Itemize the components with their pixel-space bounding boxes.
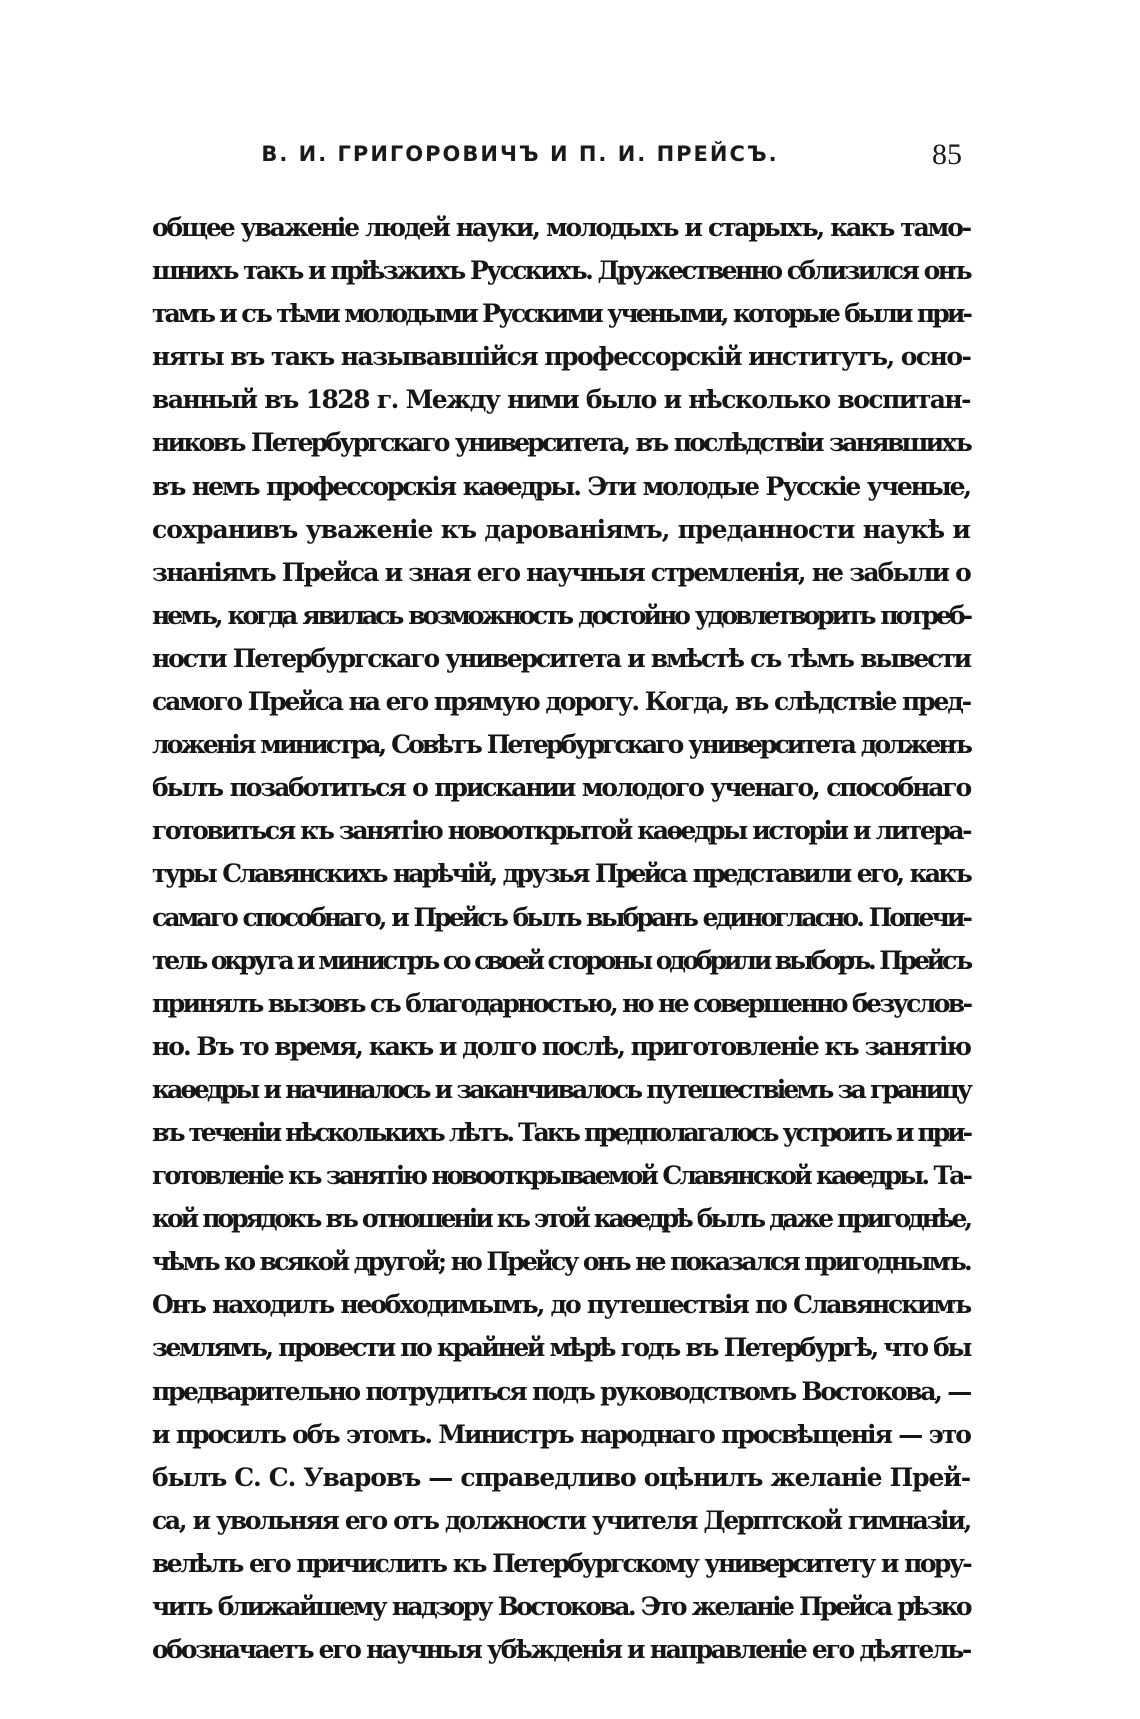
text-line: въ немъ профессорскія каѳедры. Эти молодые Русскіе ученые,: [152, 471, 970, 501]
text-line: готовленіе къ занятію новооткрываемой Славянской каѳедры. Та-: [152, 1161, 970, 1191]
text-line: обозначаетъ его научныя убѣжденія и направленіе его дѣятель-: [152, 1635, 970, 1665]
text-line: няты въ такъ называвшійся профессорскій институтъ, осно-: [152, 342, 971, 372]
text-line: туры Славянскихъ нарѣчій, друзья Прейса представили его, какъ: [152, 859, 970, 889]
text-line: никовъ Петербургскаго университета, въ послѣдствіи занявшихъ: [152, 428, 970, 458]
text-line: велѣлъ его причислить къ Петербургскому университету и пору-: [152, 1548, 970, 1578]
page-text: [152, 206, 970, 1671]
text-line: общее уваженіе людей науки, молодыхъ и старыхъ, какъ тамо-: [152, 213, 970, 242]
text-line: шнихъ такъ и пріѣзжихъ Русскихъ. Дружественно сблизился онъ: [152, 256, 970, 286]
text-line: былъ С. С. Уваровъ — справедливо оцѣнилъ желаніе Прей-: [152, 1462, 970, 1492]
text-line: готовиться къ занятію новооткрытой каѳедры исторіи и литера-: [152, 816, 970, 846]
text-line: но. Въ то время, какъ и долго послѣ, приготовленіе къ занятію: [152, 1031, 970, 1061]
text-line: знаніямъ Прейса и зная его научныя стремленія, не забыли о: [152, 557, 970, 587]
text-line: кой порядокъ въ отношеніи къ этой каѳедрѣ былъ даже пригоднѣе,: [152, 1204, 970, 1234]
text-line: самого Прейса на его прямую дорогу. Когда, въ слѣдствіе пред-: [152, 687, 970, 717]
running-head: [150, 138, 970, 178]
text-line: чить ближайшему надзору Востокова. Это желаніе Прейса рѣзко: [152, 1592, 970, 1621]
text-line: самаго способнаго, и Прейсъ былъ выбранъ единогласно. Попечи-: [152, 902, 970, 932]
text-line: предварительно потрудиться подъ руководствомъ Востокова, —: [152, 1376, 970, 1406]
text-line: са, и увольняя его отъ должности учителя Дерптской гимназіи,: [152, 1505, 970, 1535]
text-line: каѳедры и начиналось и заканчивалось путешествіемъ за границу: [152, 1074, 970, 1104]
text-line: тамъ и съ тѣми молодыми Русскими учеными, которые были при-: [152, 299, 970, 329]
text-line: принялъ вызовъ съ благодарностью, но не совершенно безуслов-: [152, 988, 971, 1018]
text-line: Онъ находилъ необходимымъ, до путешествія по Славянскимъ: [152, 1290, 970, 1320]
text-line: въ теченіи нѣсколькихъ лѣтъ. Такъ предполагалось устроить и при-: [152, 1117, 970, 1147]
running-title: В. И. ГРИГОРОВИЧЪ И П. И. ПРЕЙСЪ.: [261, 142, 779, 166]
text-line: былъ позаботиться о прискании молодого ученаго, способнаго: [152, 773, 970, 803]
text-line: тель округа и министръ со своей стороны одобрили выборъ. Прейсъ: [152, 945, 970, 975]
text-line: ложенія министра, Совѣтъ Петербургскаго университета долженъ: [152, 730, 970, 760]
text-line: ванный въ 1828 г. Между ними было и нѣсколько воспитан-: [152, 385, 970, 415]
text-line: немъ, когда явилась возможность достойно удовлетворить потреб-: [152, 600, 970, 630]
text-line: сохранивъ уваженіе къ дарованіямъ, преданности наукѣ и: [152, 514, 970, 544]
text-line: и просилъ объ этомъ. Министръ народнаго просвѣщенія — это: [152, 1419, 970, 1449]
text-line: ности Петербургскаго университета и вмѣстѣ съ тѣмъ вывести: [152, 643, 970, 673]
page-number: 85: [932, 138, 962, 171]
text-line: чѣмъ ко всякой другой; но Прейсу онъ не показался пригоднымъ.: [152, 1247, 970, 1277]
text-line: землямъ, провести по крайней мѣрѣ годъ въ Петербургѣ, что бы: [152, 1333, 970, 1363]
